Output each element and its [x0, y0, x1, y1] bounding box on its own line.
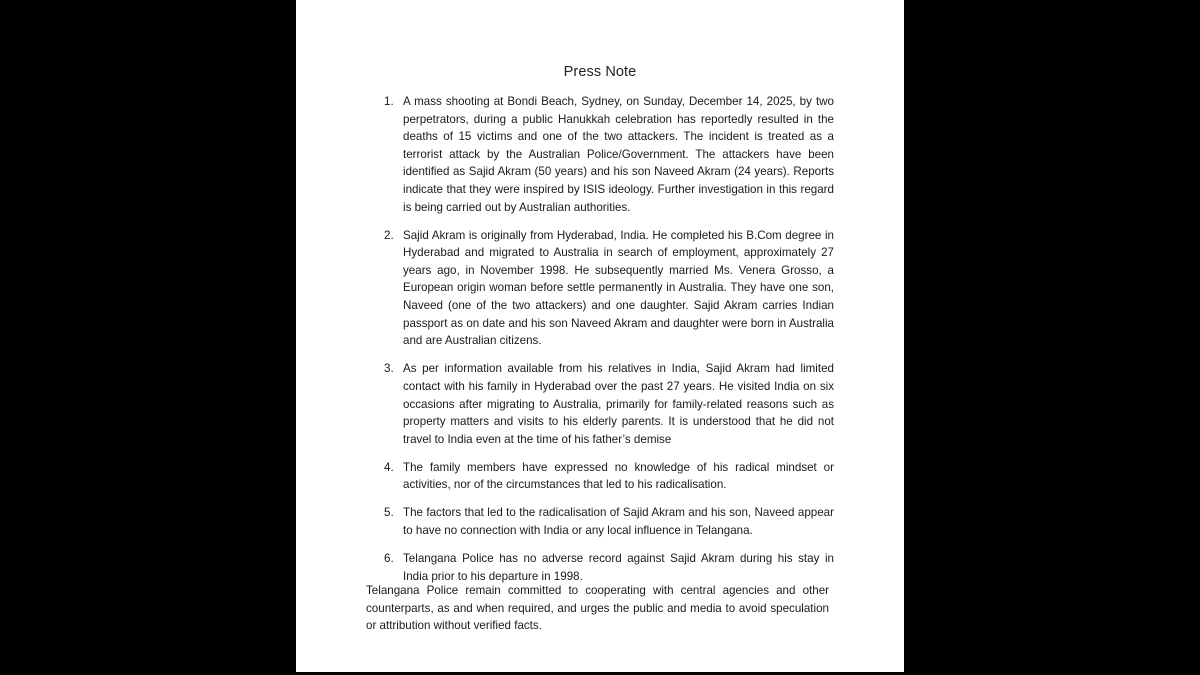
item-text: A mass shooting at Bondi Beach, Sydney, on Sunday, December 14, 2025, by two perpetrators, during a public Hanukkah celebration has reportedly resulted in the deaths of 15 victims and one of the two attackers. The incident is treated as a terrorist attack by the Australian Police/Government. The attackers have been identified as Sajid Akram (50 years) and his son Naveed Akram (24 years). Reports indicate that they were inspired by ISIS ideology. Further investigation in this regard is being carried out by Australian authorities. [403, 95, 834, 214]
item-text: As per information available from his relatives in India, Sajid Akram had limited contact with his family in Hyderabad over the past 27 years. He visited India on six occasions after migrating to Australia, primarily for family-related reasons such as property matters and visits to his elderly parents. It is understood that he did not travel to India even at the time of his father’s demise [403, 362, 834, 446]
item-number: 5. [384, 506, 394, 520]
item-text: Sajid Akram is originally from Hyderabad, India. He completed his B.Com degree in Hyderabad and migrated to Australia in search of employment, approximately 27 years ago, in November 1998. He subsequently married Ms. Venera Grosso, a European origin woman before settle permanently in Australia. They have one son, Naveed (one of the two attackers) and one daughter. Sajid Akram carries Indian passport as on date and his son Naveed Akram and daughter were born in Australia and are Australian citizens. [403, 228, 834, 348]
item-number: 6. [384, 552, 394, 566]
item-number: 4. [384, 460, 394, 474]
item-number: 3. [384, 362, 394, 376]
numbered-list [368, 93, 834, 596]
list-item [368, 504, 834, 539]
list-item [368, 360, 834, 448]
list-item [368, 459, 834, 494]
list-item [368, 227, 834, 350]
list-item [368, 550, 834, 585]
item-text: The family members have expressed no knowledge of his radical mindset or activities, nor of the circumstances that led to his radicalisation. [403, 460, 834, 492]
document-page [296, 0, 904, 672]
item-text: Telangana Police has no adverse record against Sajid Akram during his stay in India prior to his departure in 1998. [403, 552, 834, 583]
closing-paragraph: Telangana Police remain committed to cooperating with central agencies and other counterparts, as and when required, and urges the public and media to avoid speculation or attribution without verified facts. [366, 584, 829, 633]
item-number: 2. [384, 228, 394, 242]
list-item [368, 93, 834, 216]
page-title: Press Note [563, 64, 637, 80]
item-number: 1. [384, 95, 394, 108]
item-text: The factors that led to the radicalisation of Sajid Akram and his son, Naveed appear to have no connection with India or any local influence in Telangana. [403, 506, 834, 538]
